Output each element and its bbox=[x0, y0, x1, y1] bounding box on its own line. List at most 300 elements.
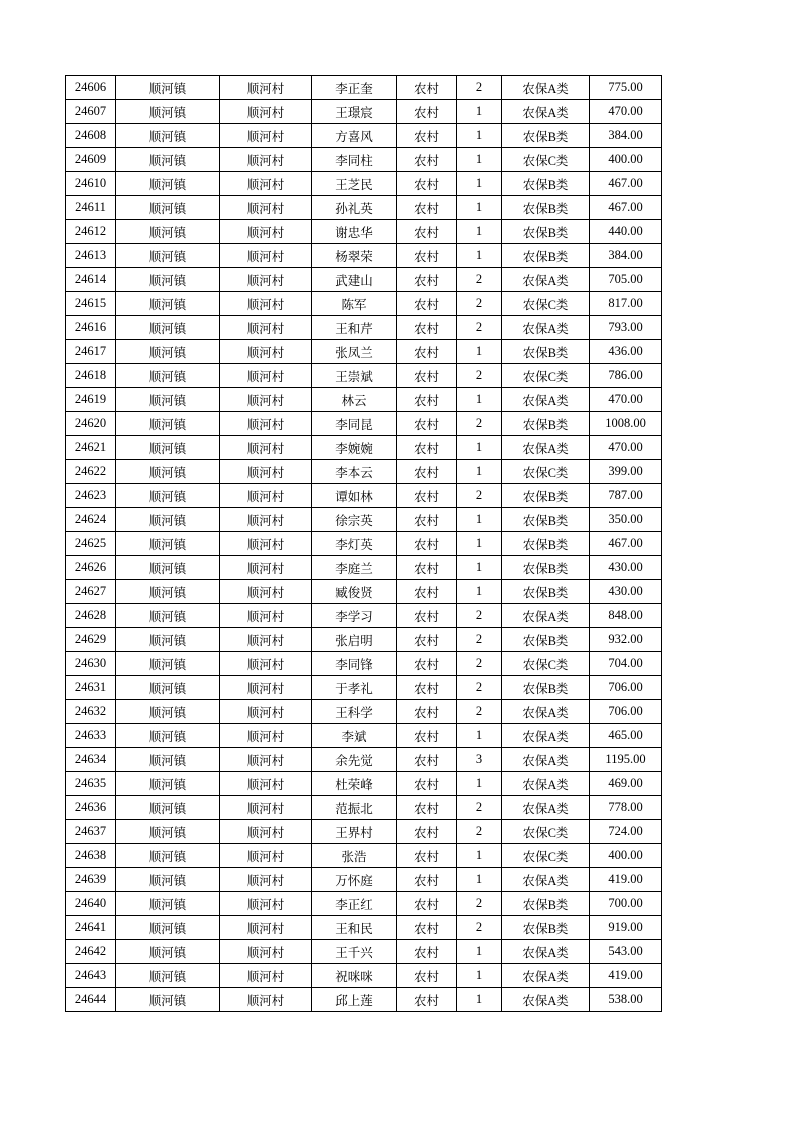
cell-village: 顺河村 bbox=[220, 340, 312, 364]
cell-count: 1 bbox=[457, 556, 502, 580]
cell-name: 李灯英 bbox=[312, 532, 397, 556]
cell-village: 顺河村 bbox=[220, 316, 312, 340]
cell-id: 24607 bbox=[66, 100, 116, 124]
cell-name: 谭如林 bbox=[312, 484, 397, 508]
cell-name: 李本云 bbox=[312, 460, 397, 484]
cell-count: 1 bbox=[457, 940, 502, 964]
table-row bbox=[66, 796, 662, 820]
cell-name: 张浩 bbox=[312, 844, 397, 868]
table-row bbox=[66, 268, 662, 292]
cell-type: 农村 bbox=[397, 292, 457, 316]
cell-type: 农村 bbox=[397, 412, 457, 436]
table-row bbox=[66, 460, 662, 484]
table-row bbox=[66, 868, 662, 892]
cell-town: 顺河镇 bbox=[116, 532, 220, 556]
cell-id: 24606 bbox=[66, 76, 116, 100]
cell-category: 农保B类 bbox=[502, 196, 590, 220]
cell-count: 2 bbox=[457, 484, 502, 508]
cell-count: 2 bbox=[457, 916, 502, 940]
cell-type: 农村 bbox=[397, 436, 457, 460]
cell-id: 24610 bbox=[66, 172, 116, 196]
cell-town: 顺河镇 bbox=[116, 580, 220, 604]
cell-amount: 419.00 bbox=[590, 964, 662, 988]
cell-category: 农保B类 bbox=[502, 676, 590, 700]
cell-count: 1 bbox=[457, 580, 502, 604]
cell-category: 农保C类 bbox=[502, 148, 590, 172]
cell-count: 2 bbox=[457, 676, 502, 700]
table-row bbox=[66, 748, 662, 772]
cell-category: 农保B类 bbox=[502, 892, 590, 916]
cell-village: 顺河村 bbox=[220, 628, 312, 652]
cell-amount: 932.00 bbox=[590, 628, 662, 652]
cell-id: 24611 bbox=[66, 196, 116, 220]
cell-name: 李正奎 bbox=[312, 76, 397, 100]
cell-category: 农保B类 bbox=[502, 412, 590, 436]
cell-town: 顺河镇 bbox=[116, 508, 220, 532]
cell-category: 农保C类 bbox=[502, 820, 590, 844]
cell-town: 顺河镇 bbox=[116, 916, 220, 940]
cell-type: 农村 bbox=[397, 796, 457, 820]
cell-id: 24637 bbox=[66, 820, 116, 844]
cell-town: 顺河镇 bbox=[116, 220, 220, 244]
table-row bbox=[66, 676, 662, 700]
cell-name: 王界村 bbox=[312, 820, 397, 844]
cell-id: 24640 bbox=[66, 892, 116, 916]
cell-category: 农保A类 bbox=[502, 436, 590, 460]
cell-count: 2 bbox=[457, 796, 502, 820]
cell-village: 顺河村 bbox=[220, 268, 312, 292]
cell-category: 农保B类 bbox=[502, 340, 590, 364]
cell-amount: 350.00 bbox=[590, 508, 662, 532]
cell-town: 顺河镇 bbox=[116, 124, 220, 148]
table-row bbox=[66, 844, 662, 868]
cell-count: 2 bbox=[457, 316, 502, 340]
cell-type: 农村 bbox=[397, 268, 457, 292]
table-row bbox=[66, 628, 662, 652]
cell-id: 24622 bbox=[66, 460, 116, 484]
cell-amount: 470.00 bbox=[590, 388, 662, 412]
cell-type: 农村 bbox=[397, 604, 457, 628]
cell-amount: 467.00 bbox=[590, 196, 662, 220]
cell-village: 顺河村 bbox=[220, 796, 312, 820]
cell-category: 农保A类 bbox=[502, 100, 590, 124]
cell-type: 农村 bbox=[397, 388, 457, 412]
cell-category: 农保A类 bbox=[502, 388, 590, 412]
cell-town: 顺河镇 bbox=[116, 436, 220, 460]
cell-town: 顺河镇 bbox=[116, 364, 220, 388]
cell-type: 农村 bbox=[397, 892, 457, 916]
cell-id: 24632 bbox=[66, 700, 116, 724]
cell-category: 农保B类 bbox=[502, 124, 590, 148]
cell-name: 王璟宸 bbox=[312, 100, 397, 124]
cell-town: 顺河镇 bbox=[116, 244, 220, 268]
cell-id: 24617 bbox=[66, 340, 116, 364]
cell-name: 林云 bbox=[312, 388, 397, 412]
cell-id: 24642 bbox=[66, 940, 116, 964]
cell-name: 李同柱 bbox=[312, 148, 397, 172]
cell-town: 顺河镇 bbox=[116, 484, 220, 508]
cell-count: 1 bbox=[457, 964, 502, 988]
cell-town: 顺河镇 bbox=[116, 460, 220, 484]
cell-village: 顺河村 bbox=[220, 436, 312, 460]
cell-id: 24615 bbox=[66, 292, 116, 316]
cell-type: 农村 bbox=[397, 460, 457, 484]
cell-id: 24612 bbox=[66, 220, 116, 244]
cell-name: 陈军 bbox=[312, 292, 397, 316]
cell-type: 农村 bbox=[397, 148, 457, 172]
cell-town: 顺河镇 bbox=[116, 724, 220, 748]
cell-village: 顺河村 bbox=[220, 988, 312, 1012]
cell-type: 农村 bbox=[397, 172, 457, 196]
cell-name: 王芝民 bbox=[312, 172, 397, 196]
cell-category: 农保C类 bbox=[502, 844, 590, 868]
cell-town: 顺河镇 bbox=[116, 148, 220, 172]
cell-id: 24643 bbox=[66, 964, 116, 988]
cell-amount: 724.00 bbox=[590, 820, 662, 844]
cell-type: 农村 bbox=[397, 676, 457, 700]
cell-count: 1 bbox=[457, 148, 502, 172]
cell-village: 顺河村 bbox=[220, 652, 312, 676]
cell-type: 农村 bbox=[397, 532, 457, 556]
cell-village: 顺河村 bbox=[220, 724, 312, 748]
cell-village: 顺河村 bbox=[220, 124, 312, 148]
cell-count: 2 bbox=[457, 700, 502, 724]
cell-id: 24638 bbox=[66, 844, 116, 868]
cell-type: 农村 bbox=[397, 844, 457, 868]
cell-type: 农村 bbox=[397, 916, 457, 940]
cell-town: 顺河镇 bbox=[116, 820, 220, 844]
table-row bbox=[66, 508, 662, 532]
cell-town: 顺河镇 bbox=[116, 988, 220, 1012]
cell-id: 24616 bbox=[66, 316, 116, 340]
cell-count: 1 bbox=[457, 244, 502, 268]
cell-amount: 440.00 bbox=[590, 220, 662, 244]
table-body bbox=[66, 76, 662, 1012]
cell-town: 顺河镇 bbox=[116, 196, 220, 220]
cell-town: 顺河镇 bbox=[116, 892, 220, 916]
table-row bbox=[66, 172, 662, 196]
cell-category: 农保A类 bbox=[502, 796, 590, 820]
cell-amount: 1195.00 bbox=[590, 748, 662, 772]
table-row bbox=[66, 292, 662, 316]
cell-count: 2 bbox=[457, 892, 502, 916]
cell-amount: 465.00 bbox=[590, 724, 662, 748]
cell-category: 农保A类 bbox=[502, 964, 590, 988]
cell-amount: 436.00 bbox=[590, 340, 662, 364]
cell-type: 农村 bbox=[397, 76, 457, 100]
cell-category: 农保B类 bbox=[502, 628, 590, 652]
cell-name: 邱上莲 bbox=[312, 988, 397, 1012]
cell-village: 顺河村 bbox=[220, 844, 312, 868]
cell-type: 农村 bbox=[397, 508, 457, 532]
cell-village: 顺河村 bbox=[220, 484, 312, 508]
cell-type: 农村 bbox=[397, 940, 457, 964]
cell-village: 顺河村 bbox=[220, 940, 312, 964]
table-row bbox=[66, 532, 662, 556]
cell-type: 农村 bbox=[397, 700, 457, 724]
cell-amount: 467.00 bbox=[590, 532, 662, 556]
cell-count: 1 bbox=[457, 436, 502, 460]
cell-id: 24633 bbox=[66, 724, 116, 748]
cell-name: 祝咪咪 bbox=[312, 964, 397, 988]
cell-town: 顺河镇 bbox=[116, 628, 220, 652]
cell-count: 1 bbox=[457, 988, 502, 1012]
cell-category: 农保C类 bbox=[502, 460, 590, 484]
cell-count: 2 bbox=[457, 292, 502, 316]
cell-amount: 706.00 bbox=[590, 700, 662, 724]
cell-amount: 848.00 bbox=[590, 604, 662, 628]
cell-town: 顺河镇 bbox=[116, 676, 220, 700]
cell-village: 顺河村 bbox=[220, 820, 312, 844]
cell-name: 王崇斌 bbox=[312, 364, 397, 388]
cell-village: 顺河村 bbox=[220, 916, 312, 940]
cell-amount: 1008.00 bbox=[590, 412, 662, 436]
cell-count: 1 bbox=[457, 100, 502, 124]
cell-name: 王科学 bbox=[312, 700, 397, 724]
cell-village: 顺河村 bbox=[220, 580, 312, 604]
cell-amount: 706.00 bbox=[590, 676, 662, 700]
cell-type: 农村 bbox=[397, 724, 457, 748]
cell-type: 农村 bbox=[397, 364, 457, 388]
cell-village: 顺河村 bbox=[220, 460, 312, 484]
cell-type: 农村 bbox=[397, 340, 457, 364]
cell-count: 2 bbox=[457, 268, 502, 292]
table-row bbox=[66, 388, 662, 412]
cell-town: 顺河镇 bbox=[116, 772, 220, 796]
cell-name: 徐宗英 bbox=[312, 508, 397, 532]
cell-name: 李学习 bbox=[312, 604, 397, 628]
cell-count: 2 bbox=[457, 628, 502, 652]
cell-type: 农村 bbox=[397, 988, 457, 1012]
cell-amount: 384.00 bbox=[590, 244, 662, 268]
cell-id: 24609 bbox=[66, 148, 116, 172]
table-row bbox=[66, 988, 662, 1012]
table-row bbox=[66, 196, 662, 220]
cell-id: 24639 bbox=[66, 868, 116, 892]
cell-type: 农村 bbox=[397, 820, 457, 844]
cell-count: 1 bbox=[457, 532, 502, 556]
cell-amount: 470.00 bbox=[590, 436, 662, 460]
cell-category: 农保A类 bbox=[502, 316, 590, 340]
cell-town: 顺河镇 bbox=[116, 412, 220, 436]
cell-town: 顺河镇 bbox=[116, 556, 220, 580]
table-row bbox=[66, 604, 662, 628]
table-row bbox=[66, 340, 662, 364]
cell-town: 顺河镇 bbox=[116, 844, 220, 868]
subsidy-table bbox=[65, 75, 662, 1012]
cell-id: 24614 bbox=[66, 268, 116, 292]
cell-name: 杨翠荣 bbox=[312, 244, 397, 268]
cell-count: 1 bbox=[457, 388, 502, 412]
table-row bbox=[66, 964, 662, 988]
cell-amount: 419.00 bbox=[590, 868, 662, 892]
cell-amount: 793.00 bbox=[590, 316, 662, 340]
cell-town: 顺河镇 bbox=[116, 964, 220, 988]
cell-category: 农保A类 bbox=[502, 988, 590, 1012]
cell-count: 1 bbox=[457, 844, 502, 868]
cell-category: 农保C类 bbox=[502, 292, 590, 316]
cell-amount: 399.00 bbox=[590, 460, 662, 484]
cell-id: 24619 bbox=[66, 388, 116, 412]
cell-amount: 919.00 bbox=[590, 916, 662, 940]
cell-category: 农保C类 bbox=[502, 652, 590, 676]
cell-count: 1 bbox=[457, 172, 502, 196]
cell-town: 顺河镇 bbox=[116, 796, 220, 820]
table-row bbox=[66, 436, 662, 460]
cell-count: 2 bbox=[457, 820, 502, 844]
cell-name: 孙礼英 bbox=[312, 196, 397, 220]
cell-category: 农保B类 bbox=[502, 244, 590, 268]
cell-village: 顺河村 bbox=[220, 388, 312, 412]
cell-village: 顺河村 bbox=[220, 748, 312, 772]
cell-count: 1 bbox=[457, 772, 502, 796]
cell-amount: 467.00 bbox=[590, 172, 662, 196]
table-row bbox=[66, 124, 662, 148]
cell-id: 24625 bbox=[66, 532, 116, 556]
cell-id: 24628 bbox=[66, 604, 116, 628]
cell-name: 余先觉 bbox=[312, 748, 397, 772]
cell-id: 24631 bbox=[66, 676, 116, 700]
cell-type: 农村 bbox=[397, 124, 457, 148]
cell-name: 方喜风 bbox=[312, 124, 397, 148]
cell-type: 农村 bbox=[397, 868, 457, 892]
cell-category: 农保A类 bbox=[502, 940, 590, 964]
cell-type: 农村 bbox=[397, 316, 457, 340]
cell-village: 顺河村 bbox=[220, 244, 312, 268]
cell-count: 1 bbox=[457, 196, 502, 220]
cell-count: 1 bbox=[457, 340, 502, 364]
cell-amount: 817.00 bbox=[590, 292, 662, 316]
cell-count: 1 bbox=[457, 460, 502, 484]
cell-category: 农保C类 bbox=[502, 364, 590, 388]
table-row bbox=[66, 916, 662, 940]
cell-amount: 700.00 bbox=[590, 892, 662, 916]
cell-village: 顺河村 bbox=[220, 172, 312, 196]
cell-id: 24629 bbox=[66, 628, 116, 652]
cell-type: 农村 bbox=[397, 220, 457, 244]
cell-name: 万怀庭 bbox=[312, 868, 397, 892]
cell-count: 2 bbox=[457, 76, 502, 100]
cell-category: 农保A类 bbox=[502, 76, 590, 100]
cell-town: 顺河镇 bbox=[116, 652, 220, 676]
cell-name: 李婉婉 bbox=[312, 436, 397, 460]
cell-town: 顺河镇 bbox=[116, 700, 220, 724]
cell-count: 2 bbox=[457, 412, 502, 436]
cell-type: 农村 bbox=[397, 628, 457, 652]
cell-amount: 704.00 bbox=[590, 652, 662, 676]
cell-id: 24641 bbox=[66, 916, 116, 940]
cell-category: 农保A类 bbox=[502, 868, 590, 892]
cell-category: 农保B类 bbox=[502, 916, 590, 940]
cell-category: 农保B类 bbox=[502, 532, 590, 556]
cell-amount: 470.00 bbox=[590, 100, 662, 124]
cell-amount: 430.00 bbox=[590, 580, 662, 604]
table-row bbox=[66, 244, 662, 268]
cell-id: 24621 bbox=[66, 436, 116, 460]
cell-amount: 775.00 bbox=[590, 76, 662, 100]
cell-id: 24635 bbox=[66, 772, 116, 796]
cell-village: 顺河村 bbox=[220, 508, 312, 532]
cell-village: 顺河村 bbox=[220, 868, 312, 892]
table-row bbox=[66, 724, 662, 748]
cell-name: 李同昆 bbox=[312, 412, 397, 436]
table-row bbox=[66, 820, 662, 844]
cell-type: 农村 bbox=[397, 748, 457, 772]
cell-count: 2 bbox=[457, 364, 502, 388]
cell-village: 顺河村 bbox=[220, 556, 312, 580]
cell-id: 24624 bbox=[66, 508, 116, 532]
cell-village: 顺河村 bbox=[220, 220, 312, 244]
table-row bbox=[66, 556, 662, 580]
cell-name: 张启明 bbox=[312, 628, 397, 652]
cell-village: 顺河村 bbox=[220, 604, 312, 628]
cell-town: 顺河镇 bbox=[116, 76, 220, 100]
cell-name: 张凤兰 bbox=[312, 340, 397, 364]
cell-amount: 543.00 bbox=[590, 940, 662, 964]
cell-amount: 786.00 bbox=[590, 364, 662, 388]
cell-id: 24618 bbox=[66, 364, 116, 388]
cell-village: 顺河村 bbox=[220, 292, 312, 316]
cell-id: 24626 bbox=[66, 556, 116, 580]
cell-count: 3 bbox=[457, 748, 502, 772]
cell-amount: 400.00 bbox=[590, 844, 662, 868]
cell-id: 24630 bbox=[66, 652, 116, 676]
cell-village: 顺河村 bbox=[220, 772, 312, 796]
cell-village: 顺河村 bbox=[220, 196, 312, 220]
cell-amount: 469.00 bbox=[590, 772, 662, 796]
cell-amount: 430.00 bbox=[590, 556, 662, 580]
cell-type: 农村 bbox=[397, 556, 457, 580]
cell-name: 谢忠华 bbox=[312, 220, 397, 244]
cell-name: 李正红 bbox=[312, 892, 397, 916]
cell-category: 农保B类 bbox=[502, 580, 590, 604]
cell-town: 顺河镇 bbox=[116, 340, 220, 364]
cell-village: 顺河村 bbox=[220, 412, 312, 436]
table-row bbox=[66, 772, 662, 796]
table-row bbox=[66, 412, 662, 436]
cell-category: 农保A类 bbox=[502, 604, 590, 628]
cell-amount: 778.00 bbox=[590, 796, 662, 820]
cell-count: 1 bbox=[457, 124, 502, 148]
cell-id: 24634 bbox=[66, 748, 116, 772]
cell-village: 顺河村 bbox=[220, 100, 312, 124]
cell-category: 农保A类 bbox=[502, 268, 590, 292]
table-row bbox=[66, 364, 662, 388]
cell-id: 24620 bbox=[66, 412, 116, 436]
cell-id: 24608 bbox=[66, 124, 116, 148]
cell-count: 1 bbox=[457, 724, 502, 748]
cell-type: 农村 bbox=[397, 580, 457, 604]
table-row bbox=[66, 316, 662, 340]
cell-town: 顺河镇 bbox=[116, 316, 220, 340]
cell-town: 顺河镇 bbox=[116, 604, 220, 628]
cell-name: 王和民 bbox=[312, 916, 397, 940]
cell-town: 顺河镇 bbox=[116, 388, 220, 412]
table-row bbox=[66, 652, 662, 676]
cell-amount: 384.00 bbox=[590, 124, 662, 148]
cell-name: 范振北 bbox=[312, 796, 397, 820]
cell-type: 农村 bbox=[397, 244, 457, 268]
cell-type: 农村 bbox=[397, 772, 457, 796]
cell-village: 顺河村 bbox=[220, 700, 312, 724]
cell-count: 1 bbox=[457, 868, 502, 892]
cell-name: 李庭兰 bbox=[312, 556, 397, 580]
cell-amount: 787.00 bbox=[590, 484, 662, 508]
cell-category: 农保A类 bbox=[502, 772, 590, 796]
cell-village: 顺河村 bbox=[220, 148, 312, 172]
cell-village: 顺河村 bbox=[220, 964, 312, 988]
cell-id: 24623 bbox=[66, 484, 116, 508]
